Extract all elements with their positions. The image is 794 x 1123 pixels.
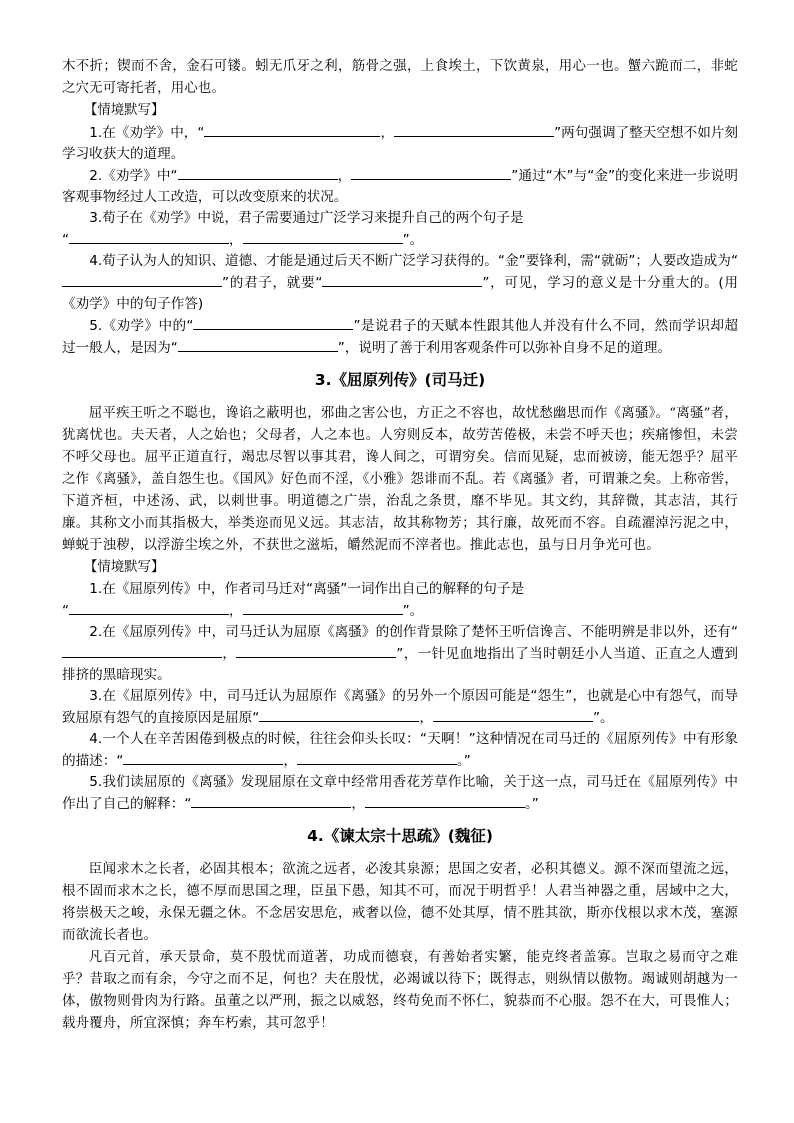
answer-blank[interactable] <box>69 600 229 615</box>
answer-blank[interactable] <box>178 165 338 180</box>
quyuan-question-5: 5.我们读屈原的《离骚》发现屈原在文章中经常用香花芳草作比喻，关于这一点，司马迁在《屈原列传》中作出了自己的解释：“ ， 。” <box>62 774 738 812</box>
answer-blank[interactable] <box>62 643 222 658</box>
answer-blank[interactable] <box>193 315 353 330</box>
answer-blank[interactable] <box>243 229 403 244</box>
exercise-label-quanxue: 【情境默写】 <box>84 103 165 118</box>
answer-blank[interactable] <box>69 229 229 244</box>
answer-blank[interactable] <box>365 793 525 808</box>
answer-blank[interactable] <box>123 750 283 765</box>
quyuan-question-3: 3.在《屈原列传》中，司马迁认为屈原作《离骚》的另外一个原因可能是“怨生”，也就是心中有怨气，而导致屈原有怨气的直接原因是屈原“ ， ”。 <box>62 688 738 726</box>
quanxue-question-2: 2.《劝学》中“ ， ”通过“木”与“金”的变化来进一步说明客观事物经过人工改造，可以改变原来的状况。 <box>62 165 738 208</box>
answer-blank[interactable] <box>178 337 338 352</box>
answer-blank[interactable] <box>351 165 511 180</box>
quanxue-passage-tail: 木不折；锲而不舍，金石可镂。蚓无爪牙之利，筋骨之强，上食埃土，下饮黄泉，用心一也。蟹六跪而二，非蛇之穴无可寄托者，用心也。 <box>62 59 738 96</box>
quanxue-question-3-answer: “ ， ”。 <box>62 229 738 251</box>
quanxue-question-5: 5.《劝学》中的“ ”是说君子的天赋本性跟其他人并没有什么不同，然而学识却超过一般人，是因为“ ”，说明了善于利用客观条件可以弥补自身不足的道理。 <box>62 315 738 359</box>
section-3-heading: 3.《屈原列传》(司马迁) <box>314 371 486 389</box>
quyuan-question-1-answer: “ ， ”。 <box>62 600 738 622</box>
answer-blank[interactable] <box>433 707 593 722</box>
answer-blank[interactable] <box>236 643 396 658</box>
quanxue-question-3: 3.荀子在《劝学》中说，君子需要通过广泛学习来提升自己的两个句子是 <box>89 210 524 226</box>
exercise-label-quyuan: 【情境默写】 <box>84 560 165 575</box>
section-4-heading: 4.《谏太宗十思疏》(魏征) <box>307 827 493 845</box>
jianshu-paragraph-2: 凡百元首，承天景命，莫不殷忧而道著，功成而德衰，有善始者实繁，能克终者盖寡。岂取之易而守之难乎？昔取之而有余，今守之而不足，何也？夫在殷忧，必竭诚以待下；既得志，则纵情以傲物。竭诚则胡越为一体，傲物则骨肉为行路。虽董之以严刑，振之以威怒，终苟免而不怀仁，貌恭而不心服。怨不在大，可畏惟人；载舟覆舟，所宜深慎；奔车朽索，其可忽乎！ <box>62 950 738 1031</box>
quyuan-question-1: 1.在《屈原列传》中，作者司马迁对“离骚”一词作出自己的解释的句子是 <box>89 581 525 597</box>
quyuan-question-4: 4.一个人在辛苦困倦到极点的时候，往往会仰头长叹：“天啊！”这种情况在司马迁的《屈原列传》中有形象的描述：“ ， 。” <box>62 731 738 769</box>
answer-blank[interactable] <box>259 707 419 722</box>
quyuan-question-2: 2.在《屈原列传》中，司马迁认为屈原《离骚》的创作背景除了楚怀王听信谗言、不能明辨是非以外，还有“， ”，一针见血地指出了当时朝廷小人当道、正直之人遭到排挤的黑暗现实。 <box>62 624 738 683</box>
answer-blank[interactable] <box>322 272 482 287</box>
quanxue-question-1: 1.在《劝学》中，“ ， ”两句强调了整天空想不如片刻学习收获大的道理。 <box>62 122 738 165</box>
answer-blank[interactable] <box>62 272 222 287</box>
answer-blank[interactable] <box>297 750 457 765</box>
quanxue-question-4: 4.荀子认为人的知识、道德、才能是通过后天不断广泛学习获得的。“金”要锋利，需“就砺”；人要改造成为“”的君子，就要“ ”，可见，学习的意义是十分重大的。(用《劝学》中的句子作答) <box>62 253 738 312</box>
answer-blank[interactable] <box>191 793 351 808</box>
answer-blank[interactable] <box>243 600 403 615</box>
answer-blank[interactable] <box>394 122 554 137</box>
quyuan-passage: 屈平疾王听之不聪也，谗谄之蔽明也，邪曲之害公也，方正之不容也，故忧愁幽思而作《离骚》。“离骚”者，犹离忧也。夫天者，人之始也；父母者，人之本也。人穷则反本，故劳苦倦极，未尝不呼天也；疾痛惨怛，未尝不呼父母也。屈平正道直行，竭忠尽智以事其君，谗人间之，可谓穷矣。信而见疑，忠而被谤，能无怨乎？屈平之作《离骚》，盖自怨生也。《国风》好色而不淫，《小雅》怨诽而不乱。若《离骚》者，可谓兼之矣。上称帝喾，下道齐桓，中述汤、武，以刺世事。明道德之广崇，治乱之条贯，靡不毕见。其文约，其辞微，其志洁，其行廉。其称文小而其指极大，举类迩而见义远。其志洁，故其称物芳；其行廉，故死而不容。自疏濯淖污泥之中，蝉蜕于浊秽，以浮游尘埃之外，不获世之滋垢，皭然泥而不滓者也。推此志也，虽与日月争光可也。 <box>62 406 738 553</box>
answer-blank[interactable] <box>204 122 380 137</box>
jianshu-paragraph-1: 臣闻求木之长者，必固其根本；欲流之远者，必浚其泉源；思国之安者，必积其德义。源不深而望流之远，根不固而求木之长，德不厚而思国之理，臣虽下愚，知其不可，而况于明哲乎！人君当神器之重，居域中之大，将崇极天之峻，永保无疆之休。不念居安思危，戒奢以俭，德不处其厚，情不胜其欲，斯亦伐根以求木茂，塞源而欲流长者也。 <box>62 862 738 943</box>
